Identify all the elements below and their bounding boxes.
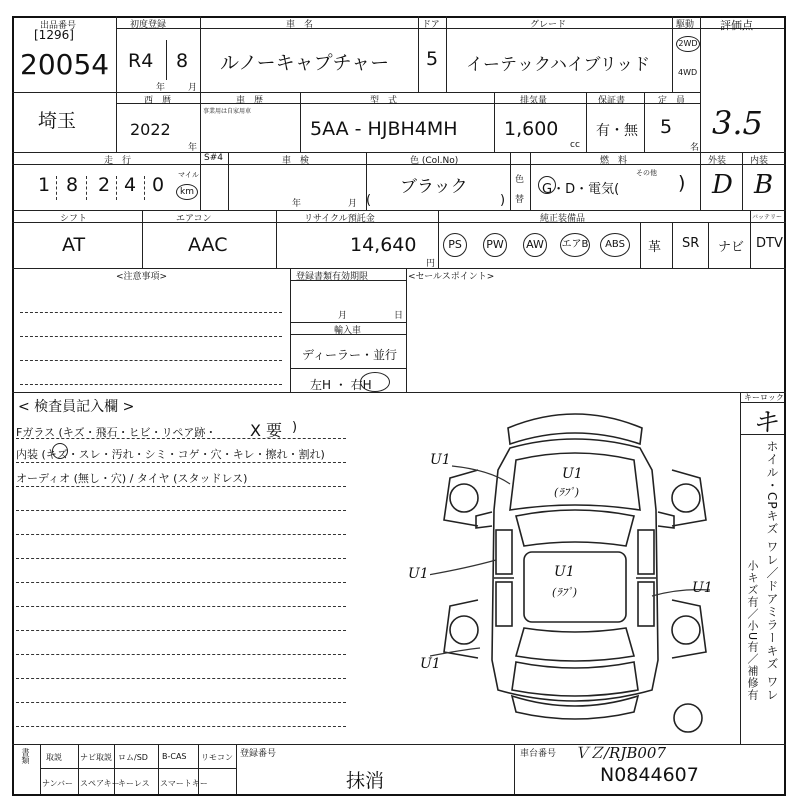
insp-dash-8 [16, 606, 346, 607]
mileage-digit-2: 8 [66, 174, 79, 196]
chassis-handwritten: ＶＺ/RJB007 [574, 744, 667, 762]
row-line-3 [12, 210, 786, 211]
drive-2wd: 2WD [676, 36, 700, 52]
insp-dash-12 [16, 702, 346, 703]
western-year: 2022 [130, 120, 171, 139]
v-r4-3 [438, 210, 439, 268]
mileage-digit-3: 2 [98, 174, 111, 196]
v-n-1 [290, 268, 291, 392]
color-change-2: 替 [515, 195, 525, 205]
v-f-2 [236, 744, 237, 794]
reg-number-label: 登録番号 [240, 749, 277, 759]
mileage-label: 走 行 [104, 156, 132, 166]
first-reg-year-unit: 年 [156, 83, 166, 93]
mark-u1-left-mid: U1 [408, 566, 429, 582]
cc-unit: cc [570, 140, 580, 150]
mark-u1-left-rear: U1 [420, 656, 441, 672]
lot-bracket: [1296] [34, 28, 74, 42]
v-r2-2 [300, 92, 301, 152]
handle-side: 左H ・ 右H [310, 378, 372, 392]
inspection-month-unit: 月 [348, 199, 358, 209]
equip-leather: 革 [648, 240, 662, 255]
equip-abs: ABS [600, 233, 630, 257]
insp-dash-1 [16, 438, 346, 439]
equipment-label: 純正装備品 [540, 214, 586, 224]
row-line-6 [12, 744, 786, 745]
doc-day: 日 [394, 311, 404, 321]
color-paren-open: ( [366, 193, 372, 208]
footer-item-smart-key: スマートキー [160, 779, 208, 788]
doc-month: 月 [338, 311, 348, 321]
grade: イーテックハイブリッド [466, 55, 651, 75]
v-eq-3 [708, 222, 709, 268]
h-f-mid [40, 768, 236, 769]
scratch-circle [52, 443, 68, 459]
chassis-label: 車台番号 [520, 749, 557, 759]
top-corner-label: 出品番号 [40, 21, 77, 31]
lot-number: 20054 [20, 48, 110, 81]
keylock-label: キーロック [744, 393, 784, 402]
displacement: 1,600 [504, 118, 559, 140]
inspector-line-1: Fガラス (キズ・飛石・ヒビ・リペア跡・ [16, 426, 217, 439]
mile-sep-1 [56, 176, 57, 200]
capacity: 5 [660, 116, 673, 138]
insp-dash-11 [16, 678, 346, 679]
footer-item-bcas: B-CAS [162, 752, 187, 761]
right-handle-circle [360, 372, 390, 392]
equip-aw: AW [523, 233, 547, 257]
color-label: 色 (Col.No) [410, 156, 459, 166]
region: 埼玉 [38, 110, 77, 132]
h-n-4 [290, 368, 406, 369]
fuel: G・D・電気( [542, 182, 620, 197]
mileage-digit-5: 0 [152, 174, 165, 196]
recycle: 14,640 [350, 234, 417, 256]
insp-dash-5 [16, 534, 346, 535]
v-eq-2 [672, 222, 673, 268]
insp-dash-7 [16, 582, 346, 583]
inspection-label: 車 検 [282, 156, 310, 166]
footer-item-rom: ロム/SD [118, 753, 148, 762]
v-f-3 [514, 744, 515, 794]
insp-dash-3 [16, 486, 346, 487]
warranty-label: 保証書 [598, 96, 626, 106]
mark-u1-right-mid: U1 [692, 580, 713, 596]
color: ブラック [400, 177, 468, 197]
ac-label: エアコン [176, 214, 212, 224]
insp-dash-4 [16, 510, 346, 511]
equip-ps: PS [443, 233, 467, 257]
color-change-1: 色 [515, 175, 525, 185]
frame-right [784, 16, 786, 796]
fuel-label: 燃 料 [600, 156, 628, 166]
row-line-5 [12, 392, 786, 393]
footer-item-navi-manual: ナビ取説 [80, 753, 112, 762]
v-r4-1 [142, 210, 143, 268]
footer-item-keyless: キーレス [118, 779, 150, 788]
color-paren-close: ) [500, 193, 506, 208]
insp-dash-13 [16, 726, 346, 727]
recycle-label: リサイクル預託金 [304, 214, 375, 224]
score: 3.5 [712, 104, 763, 142]
side-note-2: 小キズ有／小U有／補修有 [746, 560, 759, 702]
km-label: km [176, 184, 198, 200]
caution-line-3 [20, 360, 282, 361]
doc-section-label: 書類 [21, 748, 30, 764]
mile-sep-3 [116, 176, 117, 200]
caution-line-1 [20, 312, 282, 313]
fuel-g-circle [538, 176, 556, 194]
footer-item-remote: リモコン [201, 753, 233, 762]
v-r4-2 [276, 210, 277, 268]
score-label: 評価点 [720, 19, 753, 32]
reg-number-value: 抹消 [346, 770, 385, 792]
v-n-2 [406, 268, 407, 392]
v-r2-4 [586, 92, 587, 152]
grade-label: グレード [530, 20, 567, 30]
h-r4-sub [12, 222, 786, 223]
equip-pw: PW [483, 233, 507, 257]
fuel-other: その他 [636, 169, 657, 177]
v-r3-6 [700, 152, 701, 210]
dealer-parallel: ディーラー・並行 [302, 348, 398, 362]
first-reg-year: R4 [128, 50, 154, 72]
chassis-number: N0844607 [600, 764, 699, 786]
insp-dash-2 [16, 462, 346, 463]
v-f-1 [40, 744, 41, 794]
frame-bottom [12, 794, 786, 796]
drive-label: 駆動 [676, 20, 695, 30]
first-reg-label: 初度登録 [130, 20, 167, 30]
v-r3-4 [510, 152, 511, 210]
v-r2-1 [200, 92, 201, 152]
mileage-digit-1: 1 [38, 174, 51, 196]
mileage-digit-4: 4 [124, 174, 137, 196]
v-r4-4 [750, 210, 751, 268]
v-eq-1 [640, 222, 641, 268]
v-reg-sep [166, 40, 167, 80]
mile-sep-4 [144, 176, 145, 200]
fuel-close: ) [678, 172, 686, 194]
insp-dash-6 [16, 558, 346, 559]
mark-u1-top-sub: (ﾗﾌﾟ) [554, 486, 580, 499]
caution-line-2 [20, 336, 282, 337]
mark-u1-top: U1 [562, 466, 583, 482]
insp-dash-9 [16, 630, 346, 631]
v-r1-1 [116, 16, 117, 152]
first-reg-month: 8 [176, 50, 189, 72]
v-f-c [158, 744, 159, 794]
shift-label: シフト [60, 214, 88, 224]
footer-item-manual: 取説 [46, 753, 62, 762]
car-name-label: 車 名 [286, 20, 314, 30]
v-r3-2 [228, 152, 229, 210]
exterior: D [712, 170, 733, 200]
equip-airbag: エアB [560, 233, 590, 257]
mark-u1-left-front: U1 [430, 452, 451, 468]
sharp-label: S#4 [204, 153, 223, 163]
mark-u1-center-sub: (ﾗﾌﾟ) [552, 586, 578, 599]
caution-label: <注意事項> [116, 272, 168, 282]
doc-expiry-label: 登録書類有効期限 [296, 272, 369, 282]
western-year-unit: 年 [188, 143, 198, 153]
sales-point-label: <セールスポイント> [408, 272, 495, 282]
inspector-line-2: 内装 (キズ・スレ・汚れ・シミ・コゲ・穴・キレ・擦れ・割れ) [16, 448, 325, 461]
equip-dtv: DTV [756, 236, 783, 251]
capacity-unit: 名 [690, 143, 700, 153]
ac: AAC [188, 234, 228, 256]
v-insp-right [740, 392, 741, 744]
shift: AT [62, 234, 86, 256]
inspection-year-unit: 年 [292, 199, 302, 209]
drive-4wd: 4WD [678, 68, 698, 77]
keylock-value: キ [752, 408, 779, 438]
interior: B [754, 170, 774, 200]
v-r1-6 [700, 16, 701, 152]
battery-label: バッテリー [752, 214, 783, 221]
v-r2-5 [644, 92, 645, 152]
frame-top [12, 16, 786, 18]
import-label: 輸入車 [334, 326, 362, 336]
frame-left [12, 16, 14, 796]
doors: 5 [426, 48, 439, 70]
model-label: 型 式 [370, 96, 398, 106]
h-r1-sub [116, 28, 700, 29]
v-r2-3 [494, 92, 495, 152]
inspector-line-1-mark: X 要 [250, 421, 283, 440]
v-r3-5 [530, 152, 531, 210]
equip-navi: ナビ [718, 240, 745, 255]
exterior-label: 外装 [708, 156, 727, 166]
mile-label: マイル [178, 171, 199, 179]
door-label: ドア [422, 20, 440, 30]
footer-item-spare-key: スペアキー [80, 779, 120, 788]
v-r3-1 [200, 152, 201, 210]
mile-sep-2 [86, 176, 87, 200]
mark-u1-center: U1 [554, 564, 575, 580]
v-r3-7 [742, 152, 743, 210]
model: 5AA - HJBH4MH [310, 118, 458, 140]
western-year-label: 西 暦 [144, 96, 172, 106]
v-f-a [78, 744, 79, 794]
inspector-line-3: オーディオ (無し・穴) / タイヤ (スタッドレス) [16, 472, 248, 485]
car-diagram [430, 400, 720, 740]
insp-dash-10 [16, 654, 346, 655]
interior-label: 内装 [750, 156, 769, 166]
side-note-1: ホイル・CPキズ ワレ／ドアミラーキズ ワレ [765, 440, 779, 702]
inspector-line-1-close: ) [292, 420, 298, 435]
capacity-label: 定 員 [658, 96, 686, 106]
car-name: ルノーキャプチャー [220, 52, 390, 74]
caution-line-4 [20, 384, 282, 385]
displacement-label: 排気量 [520, 96, 548, 106]
footer-item-number: ナンバー [42, 779, 74, 788]
history-note: 事業用は自家用車 [203, 108, 252, 115]
equip-sr: SR [682, 236, 700, 251]
yen-unit: 円 [426, 259, 436, 269]
history-label: 車 歴 [236, 96, 264, 106]
first-reg-month-unit: 月 [188, 83, 198, 93]
warranty: 有・無 [596, 123, 638, 139]
inspector-title: < 検査員記入欄 > [18, 399, 135, 415]
